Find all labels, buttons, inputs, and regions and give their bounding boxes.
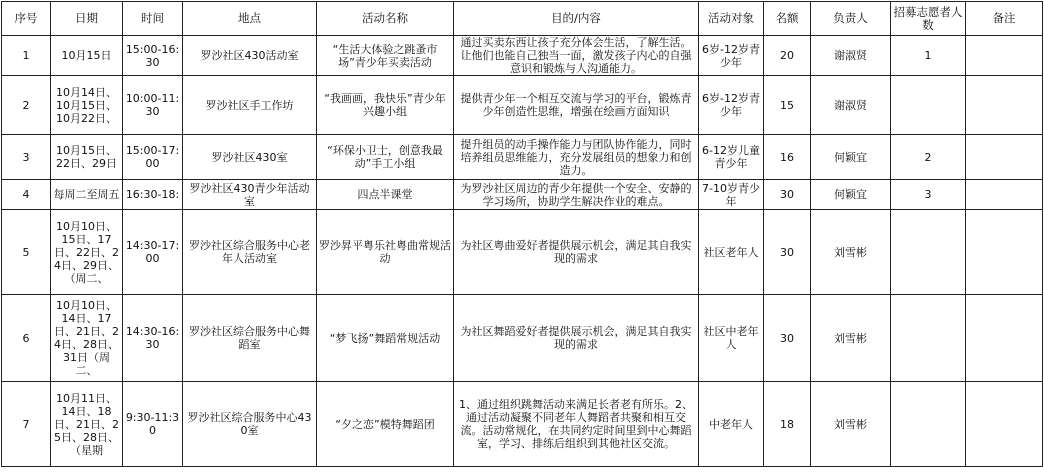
header-target: 活动对象 xyxy=(699,2,764,36)
cell-target: 6-12岁儿童青少年 xyxy=(699,135,764,180)
cell-volunteers xyxy=(891,76,966,135)
cell-quota: 30 xyxy=(764,295,811,382)
cell-target: 7-10岁青少年 xyxy=(699,180,764,210)
activity-table xyxy=(1,1,1043,467)
cell-place: 罗沙社区综合服务中心430室 xyxy=(183,382,317,467)
cell-volunteers xyxy=(891,210,966,295)
header-place: 地点 xyxy=(183,2,317,36)
cell-time: 9:30-11:30 xyxy=(123,382,183,467)
header-time: 时间 xyxy=(123,2,183,36)
cell-activity-name: “环保小卫士，创意我最动”手工小组 xyxy=(317,135,454,180)
table-row xyxy=(2,76,1043,135)
cell-time: 10:00-11:30 xyxy=(123,76,183,135)
cell-target: 6岁-12岁青少年 xyxy=(699,76,764,135)
cell-quota: 18 xyxy=(764,382,811,467)
cell-purpose: 为罗沙社区周边的青少年提供一个安全、安静的学习场所，协助学生解决作业的难点。 xyxy=(454,180,699,210)
header-purpose: 目的/内容 xyxy=(454,2,699,36)
header-remark: 备注 xyxy=(966,2,1043,36)
header-date: 日期 xyxy=(51,2,123,36)
header-activity-name: 活动名称 xyxy=(317,2,454,36)
cell-leader: 何颖宜 xyxy=(811,180,891,210)
cell-activity-name: “夕之恋”模特舞蹈团 xyxy=(317,382,454,467)
cell-remark xyxy=(966,135,1043,180)
cell-activity-name: 四点半课堂 xyxy=(317,180,454,210)
table-row xyxy=(2,210,1043,295)
cell-activity-name: “我画画，我快乐”青少年兴趣小组 xyxy=(317,76,454,135)
cell-purpose: 提供青少年一个相互交流与学习的平台，锻炼青少年创造性思维，增强在绘画方面知识 xyxy=(454,76,699,135)
cell-quota: 15 xyxy=(764,76,811,135)
cell-purpose: 1、通过组织跳舞活动来满足长者老有所乐。2、通过活动凝聚不同老年人舞蹈者共聚和相互交流。活动常规化，在共同约定时间里到中心舞蹈室，学习、排练后组织到其他社区交流。 xyxy=(454,382,699,467)
cell-place: 罗沙社区手工作坊 xyxy=(183,76,317,135)
cell-leader: 何颖宜 xyxy=(811,135,891,180)
cell-target: 6岁-12岁青少年 xyxy=(699,36,764,76)
cell-target: 中老年人 xyxy=(699,382,764,467)
cell-volunteers xyxy=(891,382,966,467)
cell-remark xyxy=(966,76,1043,135)
cell-activity-name: “生活大体验之跳蚤市场”青少年买卖活动 xyxy=(317,36,454,76)
cell-date: 10月15日 xyxy=(51,36,123,76)
cell-leader: 刘雪彬 xyxy=(811,382,891,467)
cell-leader: 刘雪彬 xyxy=(811,295,891,382)
header-row xyxy=(2,2,1043,36)
cell-quota: 30 xyxy=(764,180,811,210)
cell-quota: 30 xyxy=(764,210,811,295)
cell-place: 罗沙社区430青少年活动室 xyxy=(183,180,317,210)
cell-volunteers xyxy=(891,295,966,382)
cell-place: 罗沙社区综合服务中心舞蹈室 xyxy=(183,295,317,382)
cell-date: 10月10日、14日、17日、21日、24日、28日、31日（周二、 xyxy=(51,295,123,382)
cell-target: 社区中老年人 xyxy=(699,295,764,382)
cell-remark xyxy=(966,382,1043,467)
cell-date: 10月10日、15日、17日、22日、24日、29日、（周二、 xyxy=(51,210,123,295)
cell-leader: 谢淑贤 xyxy=(811,36,891,76)
cell-place: 罗沙社区综合服务中心老年人活动室 xyxy=(183,210,317,295)
cell-time: 14:30-16:30 xyxy=(123,295,183,382)
table-row xyxy=(2,382,1043,467)
cell-remark xyxy=(966,295,1043,382)
header-quota: 名额 xyxy=(764,2,811,36)
table-row xyxy=(2,135,1043,180)
cell-purpose: 为社区粤曲爱好者提供展示机会，满足其自我实现的需求 xyxy=(454,210,699,295)
cell-time: 14:30-17:00 xyxy=(123,210,183,295)
cell-purpose: 通过买卖东西让孩子充分体会生活，了解生活。让他们也能自己独当一面，激发孩子内心的自强意识和锻炼与人沟通能力。 xyxy=(454,36,699,76)
cell-date: 每周二至周五 xyxy=(51,180,123,210)
header-leader: 负责人 xyxy=(811,2,891,36)
cell-no: 4 xyxy=(2,180,51,210)
cell-activity-name: 罗沙昇平粤乐社粤曲常规活动 xyxy=(317,210,454,295)
header-volunteers: 招募志愿者人数 xyxy=(891,2,966,36)
cell-leader: 谢淑贤 xyxy=(811,76,891,135)
cell-no: 2 xyxy=(2,76,51,135)
cell-volunteers: 1 xyxy=(891,36,966,76)
table-row xyxy=(2,180,1043,210)
cell-date: 10月15日、22日、29日 xyxy=(51,135,123,180)
cell-date: 10月11日、14日、18日、21日、25日、28日、（星期 xyxy=(51,382,123,467)
cell-time: 15:00-16:30 xyxy=(123,36,183,76)
header-no: 序号 xyxy=(2,2,51,36)
cell-place: 罗沙社区430活动室 xyxy=(183,36,317,76)
cell-remark xyxy=(966,36,1043,76)
cell-quota: 20 xyxy=(764,36,811,76)
cell-no: 5 xyxy=(2,210,51,295)
cell-purpose: 为社区舞蹈爱好者提供展示机会，满足其自我实现的需求 xyxy=(454,295,699,382)
cell-purpose: 提升组员的动手操作能力与团队协作能力，同时培养组员思维能力，充分发展组员的想象力和创造力。 xyxy=(454,135,699,180)
cell-place: 罗沙社区430室 xyxy=(183,135,317,180)
cell-quota: 16 xyxy=(764,135,811,180)
cell-no: 1 xyxy=(2,36,51,76)
table-row xyxy=(2,295,1043,382)
cell-remark xyxy=(966,180,1043,210)
cell-volunteers: 3 xyxy=(891,180,966,210)
cell-leader: 刘雪彬 xyxy=(811,210,891,295)
cell-activity-name: “梦飞扬”舞蹈常规活动 xyxy=(317,295,454,382)
table-row xyxy=(2,36,1043,76)
cell-no: 6 xyxy=(2,295,51,382)
cell-no: 3 xyxy=(2,135,51,180)
cell-time: 15:00-17:00 xyxy=(123,135,183,180)
cell-no: 7 xyxy=(2,382,51,467)
cell-time: 16:30-18: xyxy=(123,180,183,210)
cell-remark xyxy=(966,210,1043,295)
cell-target: 社区老年人 xyxy=(699,210,764,295)
cell-volunteers: 2 xyxy=(891,135,966,180)
cell-date: 10月14日、10月15日、10月22日、 xyxy=(51,76,123,135)
